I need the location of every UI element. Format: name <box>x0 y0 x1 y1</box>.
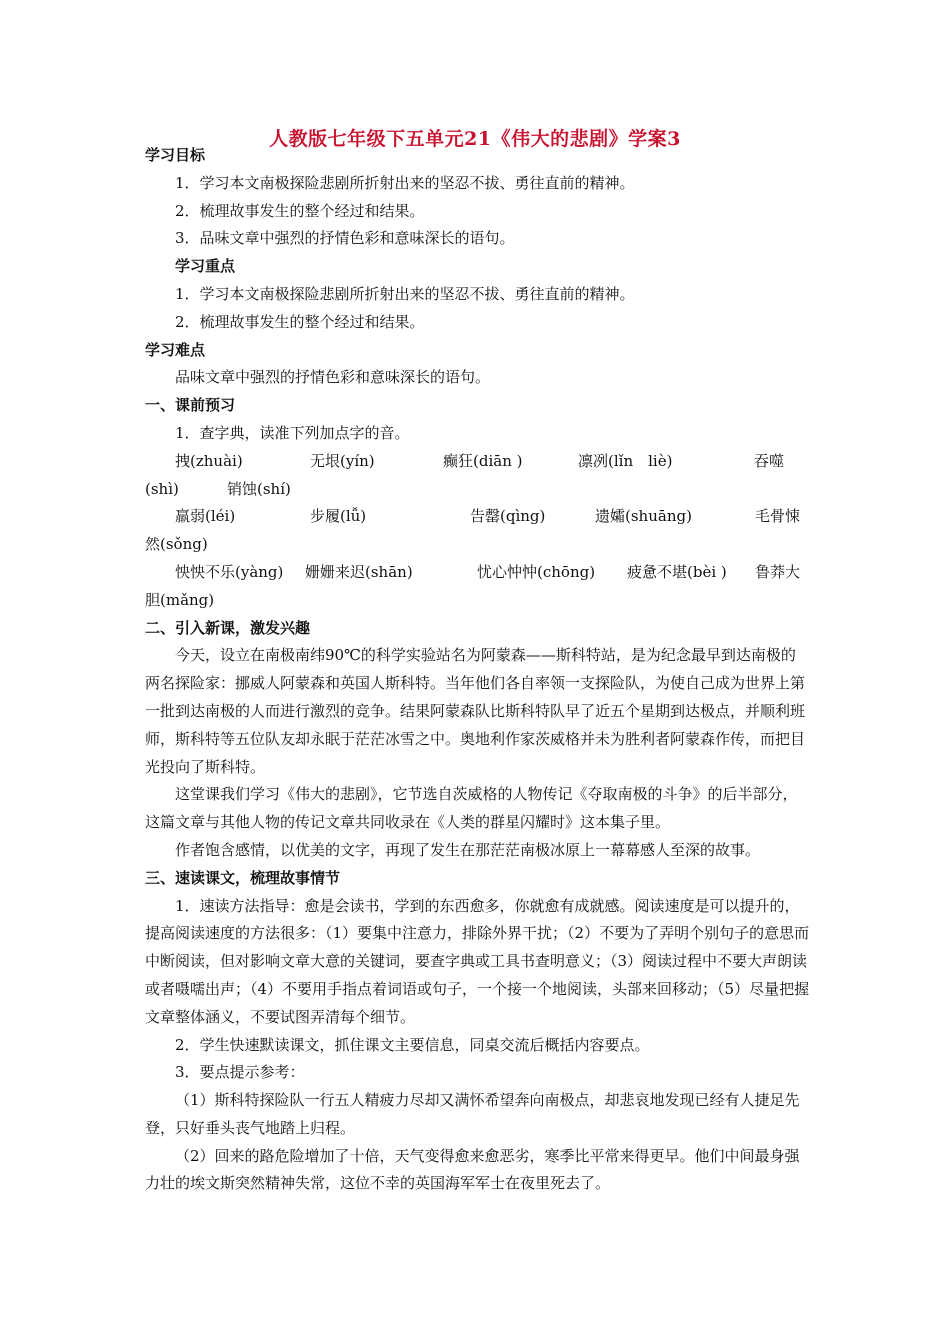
reading-paragraph: 1．速读方法指导：愈是会读书，学到的东西愈多，你就愈有成就感。阅读速度是可以提升的，提高阅读速度的方法很多：（1）要集中注意力，排除外界干扰；（2）不要为了弄明个别句子的意思而中断阅读，但对影响文章大意的关键词，要查字典或工具书查明意义；（3）阅读过程中不要大声朗读或者嗫嚅出声；（4）不要用手指点着词语或句子，一个接一个地阅读，头部来回移动；（5）尽量把握文章整体涵义，不要试图弄清每个细节。 <box>145 896 810 1026</box>
difficulty-text: 品味文章中强烈的抒情色彩和意味深长的语句。 <box>175 368 491 387</box>
pinyin-word: 步履(lǚ) <box>310 507 367 526</box>
pinyin-word: 怏怏不乐(yàng) <box>175 562 284 581</box>
pinyin-row <box>145 448 810 476</box>
pinyin-word: 无垠(yín) <box>310 451 375 470</box>
preview-item: 1．查字典，读准下列加点字的音。 <box>175 423 410 442</box>
keypoint-item: 2．梳理故事发生的整个经过和结果。 <box>175 312 425 331</box>
pinyin-word: 拽(zhuài) <box>175 451 243 470</box>
document-title: 人教版七年级下五单元21《伟大的悲剧》学案3 <box>269 128 681 150</box>
pinyin-word: 疲惫不堪(bèi ) <box>627 562 727 581</box>
intro-paragraph: 这堂课我们学习《伟大的悲剧》，它节选自茨威格的人物传记《夺取南极的斗争》的后半部分，这篇文章与其他人物的传记文章共同收录在《人类的群星闪耀时》这本集子里。 <box>145 785 798 832</box>
pinyin-word: 姗姗来迟(shān) <box>305 562 413 581</box>
preview-heading: 一、课前预习 <box>145 396 236 415</box>
difficulty-heading: 学习难点 <box>145 340 206 359</box>
intro-paragraph: 今天，设立在南极南纬90℃的科学实验站名为阿蒙森——斯科特站，是为纪念最早到达南极的两名探险家：挪威人阿蒙森和英国人斯科特。当年他们各自率领一支探险队，为使自己成为世界上第一批到达南极的人而进行激烈的竞争。结果阿蒙森队比斯科特队早了近五个星期到达极点，并顺利班师，斯科特等五位队友却永眠于茫茫冰雪之中。奥地利作家茨威格并未为胜利者阿蒙森作传，而把目光投向了斯科特。 <box>145 646 806 776</box>
objectives-heading: 学习目标 <box>145 146 206 164</box>
intro-paragraph: 作者饱含感情，以优美的文字，再现了发生在那茫茫南极冰原上一幕幕感人至深的故事。 <box>175 840 761 859</box>
pinyin-word: 癫狂(diān ) <box>443 451 523 470</box>
document-body <box>145 142 810 1198</box>
pinyin-row <box>145 476 810 504</box>
keypoints-heading: 学习重点 <box>175 257 236 276</box>
intro-heading: 二、引入新课，激发兴趣 <box>145 618 311 637</box>
reading-heading: 三、速读课文，梳理故事情节 <box>145 868 341 887</box>
pinyin-word: 告罄(qìng) <box>470 507 546 526</box>
pinyin-word: 凛冽(lǐn liè) <box>578 451 673 470</box>
pinyin-row <box>145 503 810 531</box>
reading-paragraph: （1）斯科特探险队一行五人精疲力尽却又满怀希望奔向南极点，却悲哀地发现已经有人捷足先登，只好垂头丧气地踏上归程。 <box>145 1091 800 1137</box>
pinyin-word: 忧心忡忡(chōng) <box>477 562 596 581</box>
pinyin-row <box>145 559 810 587</box>
pinyin-word: 羸弱(léi) <box>175 507 236 526</box>
pinyin-word: 鲁莽大 <box>755 562 801 581</box>
objective-item: 3．品味文章中强烈的抒情色彩和意味深长的语句。 <box>175 229 515 248</box>
pinyin-row <box>145 587 810 615</box>
reading-paragraph: （2）回来的路危险增加了十倍，天气变得愈来愈恶劣，寒季比平常来得更早。他们中间最身强力壮的埃文斯突然精神失常，这位不幸的英国海军军士在夜里死去了。 <box>145 1146 800 1193</box>
pinyin-word: 然(sǒng) <box>145 535 208 554</box>
objective-item: 2．梳理故事发生的整个经过和结果。 <box>175 201 425 220</box>
objective-item: 1．学习本文南极探险悲剧所折射出来的坚忍不拔、勇往直前的精神。 <box>175 173 635 192</box>
pinyin-word: (shì) <box>145 479 179 498</box>
reading-paragraph: 2．学生快速默读课文，抓住课文主要信息，同桌交流后概括内容要点。 <box>175 1035 650 1054</box>
reading-paragraph: 3．要点提示参考： <box>175 1063 305 1082</box>
keypoint-item: 1．学习本文南极探险悲剧所折射出来的坚忍不拔、勇往直前的精神。 <box>175 284 635 303</box>
pinyin-word: 胆(mǎng) <box>145 590 215 609</box>
pinyin-word: 毛骨悚 <box>755 507 801 526</box>
pinyin-word: 遗孀(shuāng) <box>595 507 692 526</box>
pinyin-word: 吞噬 <box>754 451 785 470</box>
pinyin-row <box>145 531 810 559</box>
pinyin-word: 销蚀(shí) <box>227 479 291 498</box>
